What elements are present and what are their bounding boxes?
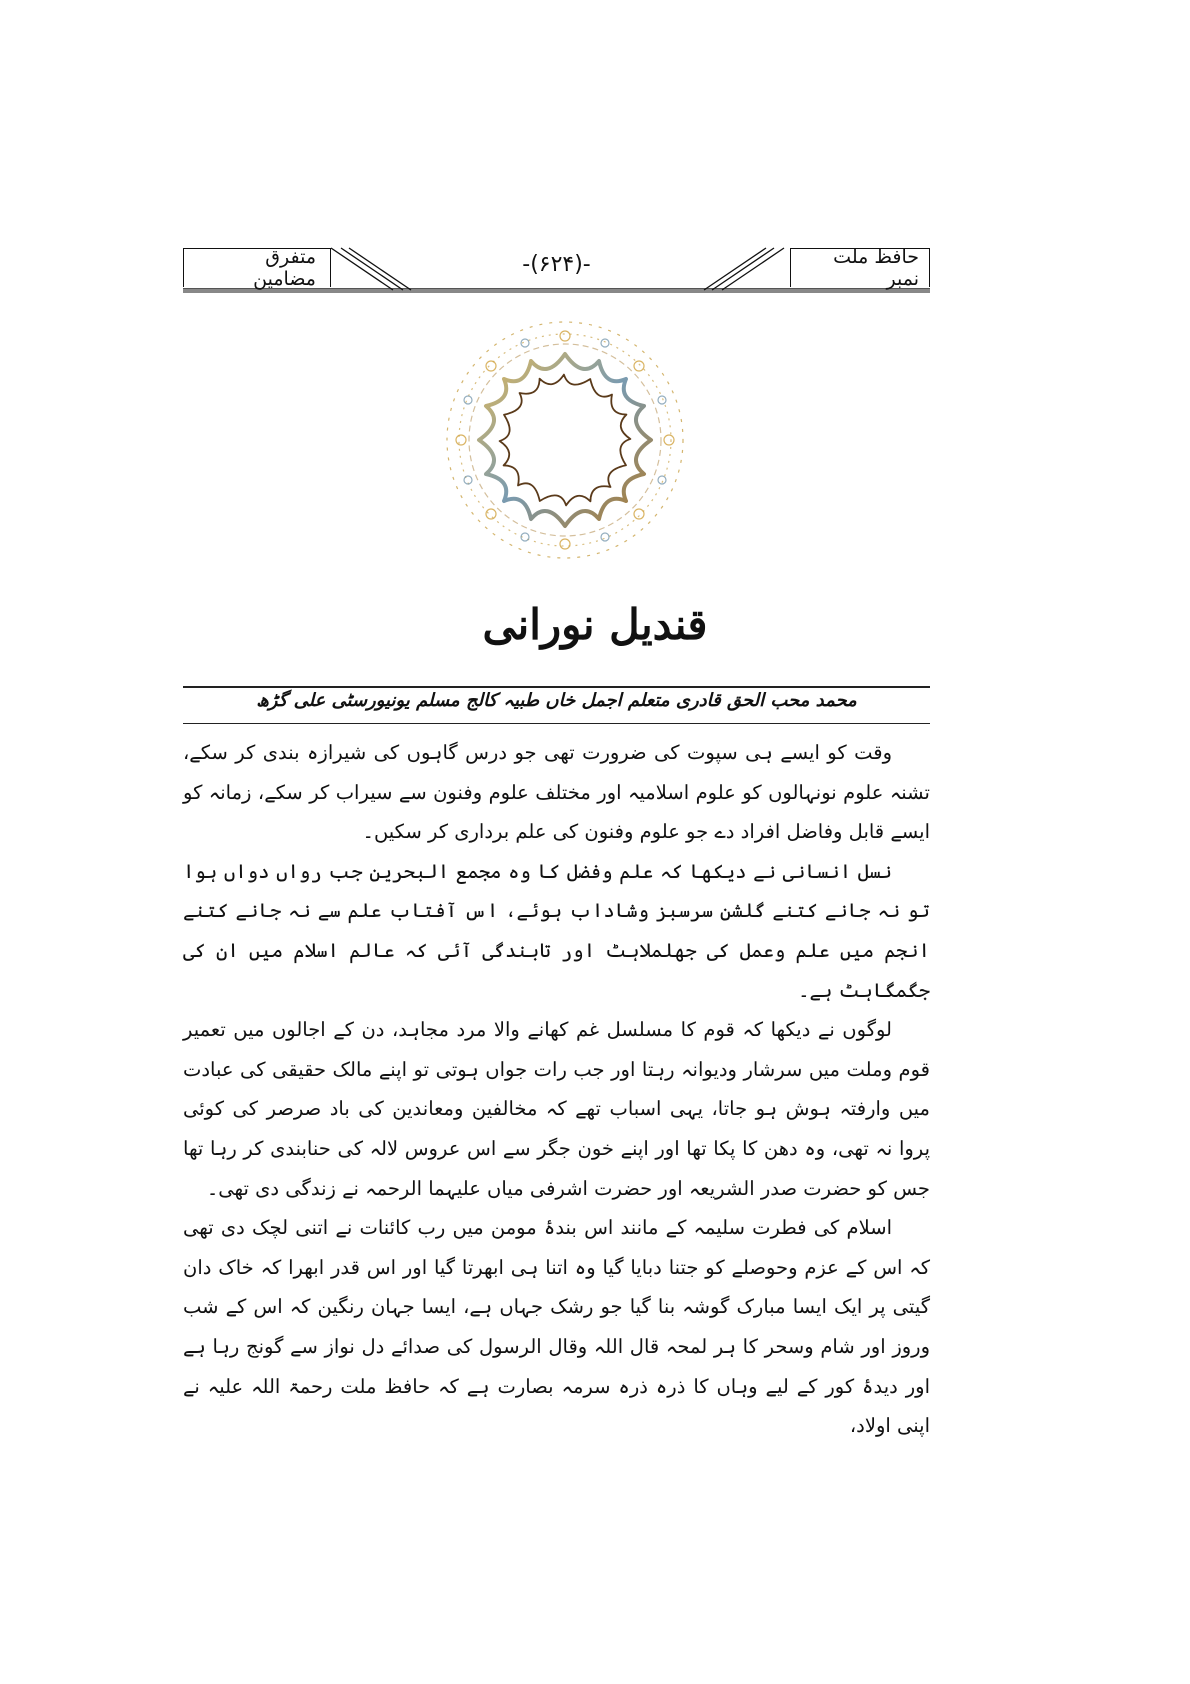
article-title: قندیل نورانی: [482, 600, 708, 649]
header-slant-right-icon: [688, 246, 788, 292]
paragraph: لوگوں نے دیکھا کہ قوم کا مسلسل غم کھانے والا مرد مجاہد، دن کے اجالوں میں تعمیر قوم وملت میں سرشار ودیوانہ رہتا اور جب رات جواں ہوتی تو اپنے مالک حقیقی کی عبادت میں وارفتہ ہوش ہو جاتا، یہی اسباب تھے کہ مخالفین ومعاندین کی باد صرصر کی کوئی پروا نہ تھی، وہ دھن کا پکا تھا اور اپنے خون جگر سے اس عروس لالہ کی حنابندی کر رہا تھا جس کو حضرت صدر الشریعہ اور حضرت اشرفی میاں علیہما الرحمہ نے زندگی دی تھی۔: [183, 1018, 930, 1200]
article-body: [183, 733, 930, 1446]
author-line: محمد محب الحق قادری متعلم اجمل خاں طبیہ کالج مسلم یونیورسٹی علی گڑھ: [256, 690, 857, 711]
paragraph: نسل انسانی نے دیکھا کہ علم وفضل کا وہ مجمع البحرین جب رواں دواں ہوا تو نہ جانے کتنے گلشن سرسبز وشاداب ہوئے، اس آفتاب علم سے نہ جانے کتنے انجم میں علم وعمل کی جھلملاہٹ اور تابندگی آئی کہ عالم اسلام میں ان کی جگمگاہٹ ہے۔: [183, 859, 930, 1002]
book-title: حافظ ملت نمبر: [833, 246, 919, 290]
author-divider: [183, 723, 930, 724]
paragraph: وقت کو ایسے ہی سپوت کی ضرورت تھی جو درس گاہوں کی شیرازہ بندی کر سکے، تشنہ علوم نونہالوں کو علوم اسلامیہ اور مختلف علوم وفنون سے سیراب کر سکے، زمانہ کو ایسے قابل وفاضل افراد دے جو علوم وفنون کی علم برداری کر سکیں۔: [183, 741, 930, 844]
section-title: متفرق مضامین: [253, 246, 316, 290]
header-slant-left-icon: [329, 246, 429, 292]
book-title-box: [790, 246, 930, 290]
floral-mandala-ornament-icon: [430, 305, 700, 575]
page-number: -(۶۲۴)-: [522, 252, 591, 277]
title-divider: [183, 686, 930, 688]
section-title-box: [183, 246, 331, 290]
paragraph: اسلام کی فطرت سلیمہ کے مانند اس بندۂ مومن میں رب کائنات نے اتنی لچک دی تھی کہ اس کے عزم وحوصلے کو جتنا دبایا گیا وہ اتنا ہی ابھرتا گیا اور اس قدر ابھرا کہ خاک دان گیتی پر ایک ایسا مبارک گوشہ بنا گیا جو رشک جہاں ہے، ایسا جہان رنگین کہ اس کے شب وروز اور شام وسحر کا ہر لمحہ قال اللہ وقال الرسول کی صدائے دل نواز سے گونج رہا ہے اور دیدۂ کور کے لیے وہاں کا ذرہ ذرہ سرمہ بصارت ہے کہ حافظ ملت رحمۃ اللہ علیہ نے اپنی اولاد،: [183, 1216, 930, 1438]
running-header: [183, 244, 930, 290]
